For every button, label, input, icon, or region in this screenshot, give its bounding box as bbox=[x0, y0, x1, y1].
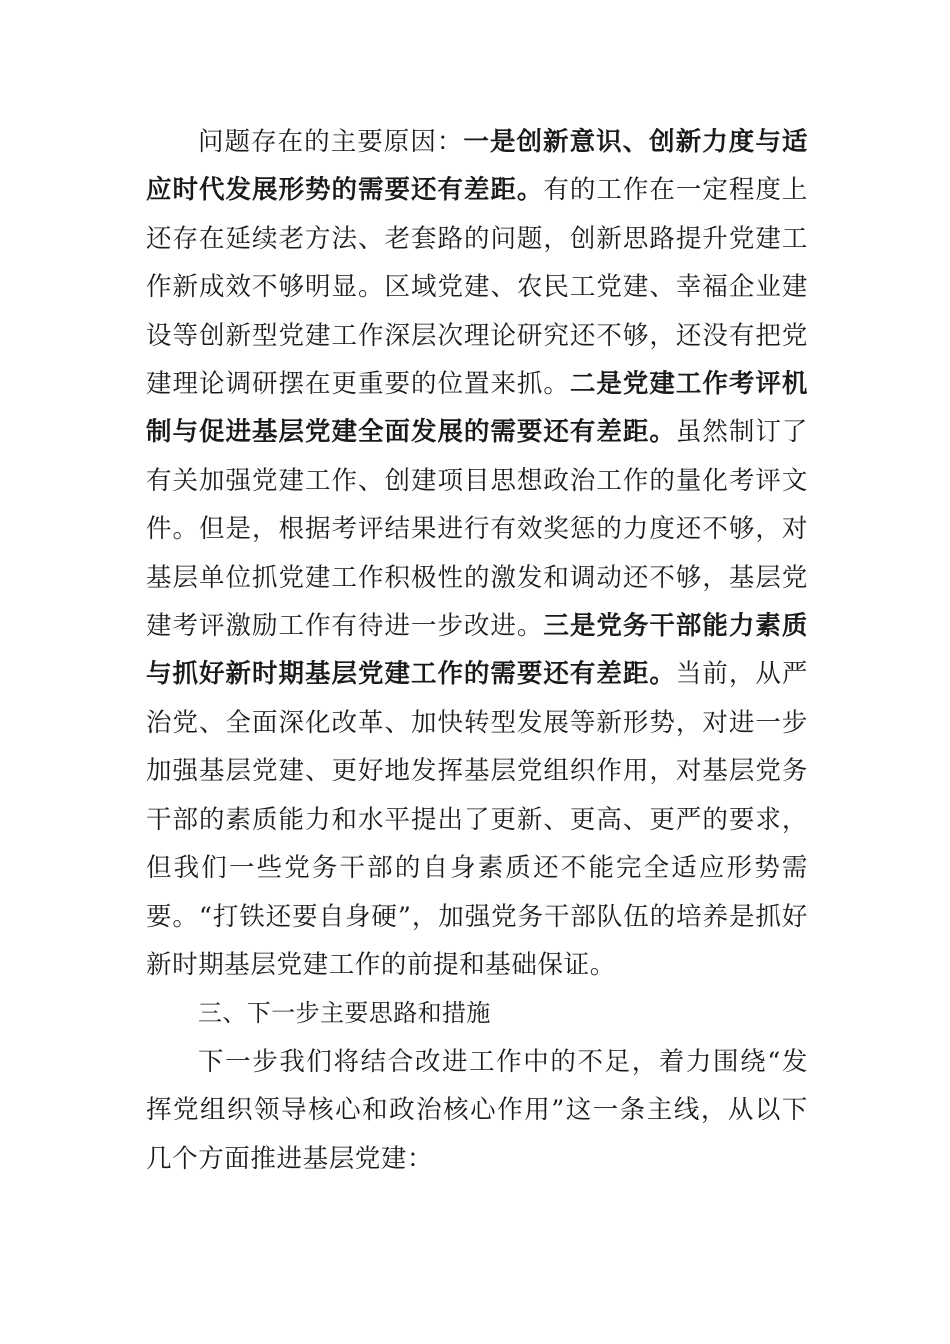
reason-two-heading: 二是党建工作考评机制与促进基层党建全面发展的需要还有差距。 bbox=[146, 369, 808, 448]
next-steps-paragraph: 下一步我们将结合改进工作中的不足，着力围绕“发挥党组织领导核心和政治核心作用”这一条主线，从以下几个方面推进基层党建： bbox=[146, 1046, 808, 1174]
reason-two-text: 虽然制订了有关加强党建工作、创建项目思想政治工作的量化考评文件。但是，根据考评结果进行有效奖惩的力度还不够，对基层单位抓党建工作积极性的激发和调动还不够，基层党建考评激励工作有待进一步改进。 bbox=[146, 417, 808, 642]
causes-intro: 问题存在的主要原因： bbox=[198, 127, 464, 157]
reason-one-text: 有的工作在一定程度上还存在延续老方法、老套路的问题，创新思路提升党建工作新成效不够明显。区域党建、农民工党建、幸福企业建设等创新型党建工作深层次理论研究还不够，还没有把党建理论调研摆在更重要的位置来抓。 bbox=[146, 175, 808, 400]
reason-three-heading: 三是党务干部能力素质与抓好新时期基层党建工作的需要还有差距。 bbox=[146, 611, 808, 690]
reason-one-heading: 一是创新意识、创新力度与适应时代发展形势的需要还有差距。 bbox=[146, 127, 808, 206]
causes-paragraph bbox=[146, 118, 808, 989]
section-three-heading: 三、下一步主要思路和措施 bbox=[198, 999, 491, 1028]
reason-three-text: 当前，从严治党、全面深化改革、加快转型发展等新形势，对进一步加强基层党建、更好地发挥基层党组织作用，对基层党务干部的素质能力和水平提出了更新、更高、更严的要求，但我们一些党务干部的自身素质还不能完全适应形势需要。“打铁还要自身硬”，加强党务干部队伍的培养是抓好新时期基层党建工作的前提和基础保证。 bbox=[146, 659, 808, 980]
document-body bbox=[146, 118, 808, 1183]
